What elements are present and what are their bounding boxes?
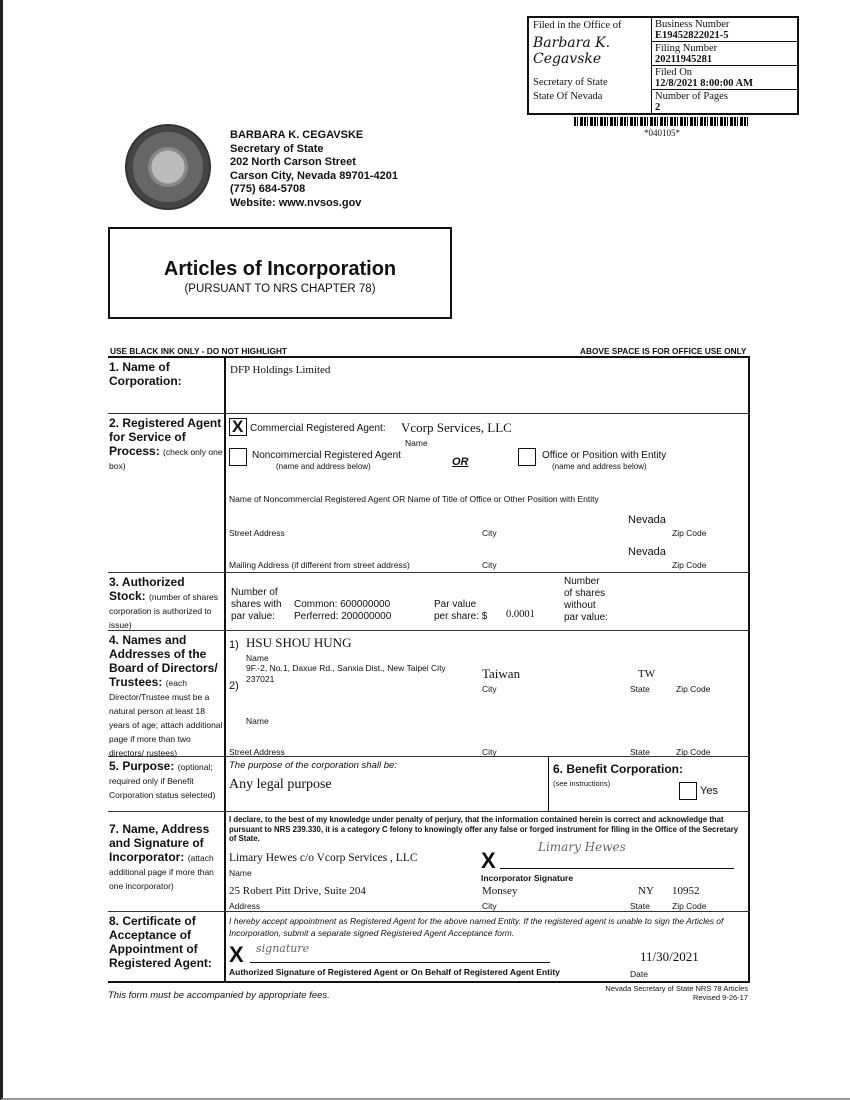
director-1-number: 1) <box>229 639 239 651</box>
document-title-box <box>108 227 452 319</box>
benefit-yes-label: Yes <box>700 785 718 797</box>
director-1-name-field[interactable]: HSU SHOU HUNG <box>246 635 352 650</box>
incorporator-signature-line[interactable] <box>500 868 734 869</box>
office-line-2: State Of Nevada <box>533 91 603 102</box>
zip-caption-2: Zip Code <box>672 560 707 570</box>
secretary-signature: Barbara K. Cegavske <box>533 35 611 67</box>
acceptance-date-caption: Date <box>630 969 648 979</box>
agent-name-caption: Name <box>405 438 428 448</box>
director-2-city-caption: City <box>482 747 497 757</box>
filed-in-label: Filed in the Office of <box>533 20 622 31</box>
filing-number-cell <box>652 42 797 66</box>
zip-caption-1: Zip Code <box>672 528 707 538</box>
section-1-name <box>108 358 750 414</box>
business-number-cell <box>652 18 797 42</box>
section-2-label: 2. Registered Agent for Service of Process: (check only one box) <box>109 416 223 471</box>
shares-with-par-field[interactable]: Common: 600000000 Perferred: 200000000 <box>294 599 392 622</box>
office-street: 202 North Carson Street <box>230 156 356 168</box>
name-line-caption: Name of Noncommercial Registered Agent OR Name of Title of Office or Other Position with Entity <box>229 494 599 504</box>
section-4-label: 4. Names and Addresses of the Board of Directors/ Trustees: (each Director/Trustee must be a natural person at least 18 years of age; attach additional page if more than two directors/ rustees) <box>109 633 223 758</box>
corporation-name-field[interactable]: DFP Holdings Limited <box>230 364 331 376</box>
nevada-seal-logo <box>125 124 211 210</box>
acceptance-text: I hereby accept appointment as Registered Agent for the above named Entity. If the registered agent is unable to sign the Articles of Incorporation, submit a separate signed Registered Agent Acceptance form. <box>229 916 724 938</box>
benefit-sub: (see instructions) <box>553 779 611 788</box>
incorporator-state-caption: State <box>630 901 650 911</box>
form-revision <box>560 984 748 1002</box>
or-label: OR <box>452 456 469 468</box>
purpose-field[interactable]: Any legal purpose <box>229 777 332 792</box>
director-2-zip-caption: Zip Code <box>676 747 711 757</box>
without-par-label: Number of shares without par value: <box>564 576 608 623</box>
director-1-street-field[interactable]: 9F.-2, No.1, Daxue Rd., Sanxia Dist., New Taipei City <box>246 663 446 673</box>
section-3-label: 3. Authorized Stock: (number of shares corporation is authorized to issue) <box>109 575 219 630</box>
secretary-name: BARBARA K. CEGAVSKE <box>230 129 364 141</box>
office-city: Carson City, Nevada 89701-4201 <box>230 169 398 182</box>
filed-on: 12/8/2021 8:00:00 AM <box>655 78 753 89</box>
city-caption-2: City <box>482 560 497 570</box>
office-use-note: ABOVE SPACE IS FOR OFFICE USE ONLY <box>580 346 747 356</box>
incorporator-signature-caption: Incorporator Signature <box>481 873 574 883</box>
document-subtitle: (PURSUANT TO NRS CHAPTER 78) <box>184 283 376 295</box>
state-nevada-1: Nevada <box>628 514 666 526</box>
signature-x-mark: X <box>481 848 496 873</box>
director-1-state-caption: State <box>630 684 650 694</box>
director-1-street-field-2[interactable]: 237021 <box>246 674 275 684</box>
ink-note: USE BLACK INK ONLY - DO NOT HIGHLIGHT <box>110 346 288 356</box>
fees-note: This form must be accompanied by appropriate fees. <box>108 990 330 1001</box>
director-2-name-caption: Name <box>246 716 269 726</box>
director-1-state-field[interactable]: TW <box>638 668 656 680</box>
filing-number-label: Filing Number <box>655 43 718 54</box>
section-7-incorporator <box>108 812 750 912</box>
benefit-corporation-checkbox[interactable] <box>679 782 697 800</box>
pages-cell <box>652 90 797 114</box>
section-1-label: 1. Name of Corporation: <box>109 360 182 388</box>
director-1-city-field[interactable]: Taiwan <box>482 666 521 681</box>
section-5-label: 5. Purpose: (optional; required only if Benefit Corporation status selected) <box>109 759 216 800</box>
city-caption-1: City <box>482 528 497 538</box>
pages-label: Number of Pages <box>655 91 728 102</box>
par-value-label: Par value per share: $ <box>434 599 488 622</box>
director-1-city-caption: City <box>482 684 497 694</box>
purpose-intro: The purpose of the corporation shall be: <box>229 760 397 771</box>
commercial-agent-checkbox[interactable] <box>229 418 247 436</box>
section-7-label: 7. Name, Address and Signature of Incorporator: (attach additional page if more than one incorporator) <box>109 822 214 891</box>
incorporator-address-caption: Address <box>229 901 261 911</box>
filed-on-cell <box>652 66 797 90</box>
agent-signature-x-mark: X <box>229 942 244 967</box>
articles-form <box>108 356 750 983</box>
section-8-acceptance <box>108 912 750 983</box>
pages-count: 2 <box>655 102 661 113</box>
document-title: Articles of Incorporation <box>163 258 397 280</box>
barcode <box>574 117 750 126</box>
filing-number: 20211945281 <box>655 54 713 65</box>
office-address <box>230 129 398 210</box>
incorporator-name-caption: Name <box>229 868 252 878</box>
agent-signature-caption: Authorized Signature of Registered Agent or On Behalf of Registered Agent Entity <box>229 967 560 977</box>
incorporator-state-field[interactable]: NY <box>638 885 654 897</box>
section-2-agent <box>108 414 750 573</box>
office-website: Website: www.nvsos.gov <box>230 196 362 209</box>
incorporator-zip-caption: Zip Code <box>672 901 707 911</box>
director-2-street-caption: Street Address <box>229 747 285 757</box>
filing-stamp <box>527 16 799 115</box>
section-8-label: 8. Certificate of Acceptance of Appointment of Registered Agent: <box>109 914 212 970</box>
director-1-zip-caption: Zip Code <box>676 684 711 694</box>
office-position-label: Office or Position with Entity <box>542 450 667 461</box>
director-2-number: 2) <box>229 680 239 692</box>
office-position-checkbox[interactable] <box>518 448 536 466</box>
noncommercial-agent-label: Noncommercial Registered Agent <box>252 450 401 461</box>
business-number-label: Business Number <box>655 19 730 30</box>
commercial-agent-label: Commercial Registered Agent: <box>250 423 386 434</box>
agent-signature-line[interactable] <box>250 962 550 963</box>
section-6-label: 6. Benefit Corporation: <box>553 762 684 776</box>
revision-date: Revised 9-26-17 <box>692 993 748 1002</box>
state-nevada-2: Nevada <box>628 546 666 558</box>
with-par-label: Number of shares with par value: <box>231 587 282 622</box>
incorporator-city-caption: City <box>482 901 497 911</box>
incorporator-name-field[interactable]: Limary Hewes c/o Vcorp Services , LLC <box>229 852 418 864</box>
section-4-directors <box>108 631 750 757</box>
agent-signature: signature <box>256 942 310 955</box>
incorporator-zip-field[interactable]: 10952 <box>672 885 700 897</box>
director-1-name-caption: Name <box>246 653 269 663</box>
section-5-purpose <box>108 757 750 812</box>
declaration-text: I declare, to the best of my knowledge under penalty of perjury, that the information contained herein is correct and acknowledge that pursuant to NRS 239.330, it is a category C felony to knowingly offer any false or forged instrument for filing in the Office of the Secretary of State. <box>229 815 739 843</box>
mailing-address-caption: Mailing Address (if different from street address) <box>229 560 410 570</box>
office-phone: (775) 684-5708 <box>230 183 306 195</box>
incorporator-address-field[interactable]: 25 Robert Pitt Drive, Suite 204 <box>229 885 366 897</box>
form-name: Nevada Secretary of State NRS 78 Articles <box>605 984 748 993</box>
par-value-field[interactable]: 0.0001 <box>506 609 535 620</box>
incorporator-city-field[interactable]: Monsey <box>482 885 518 897</box>
office-line-1: Secretary of State <box>533 77 608 88</box>
filed-on-label: Filed On <box>655 67 693 78</box>
incorporator-signature: Limary Hewes <box>538 840 626 854</box>
office-position-sub: (name and address below) <box>552 462 647 471</box>
noncommercial-agent-sub: (name and address below) <box>276 462 371 471</box>
agent-name-field[interactable]: Vcorp Services, LLC <box>401 420 512 435</box>
noncommercial-agent-checkbox[interactable] <box>229 448 247 466</box>
street-address-caption: Street Address <box>229 528 285 538</box>
acceptance-date-field[interactable]: 11/30/2021 <box>640 949 699 964</box>
secretary-title: Secretary of State <box>230 142 324 155</box>
benefit-corporation-cell <box>548 757 718 811</box>
director-2-state-caption: State <box>630 747 650 757</box>
section-3-stock <box>108 573 750 631</box>
business-number: E19452822021-5 <box>655 30 729 41</box>
barcode-text: *040105* <box>644 128 680 138</box>
